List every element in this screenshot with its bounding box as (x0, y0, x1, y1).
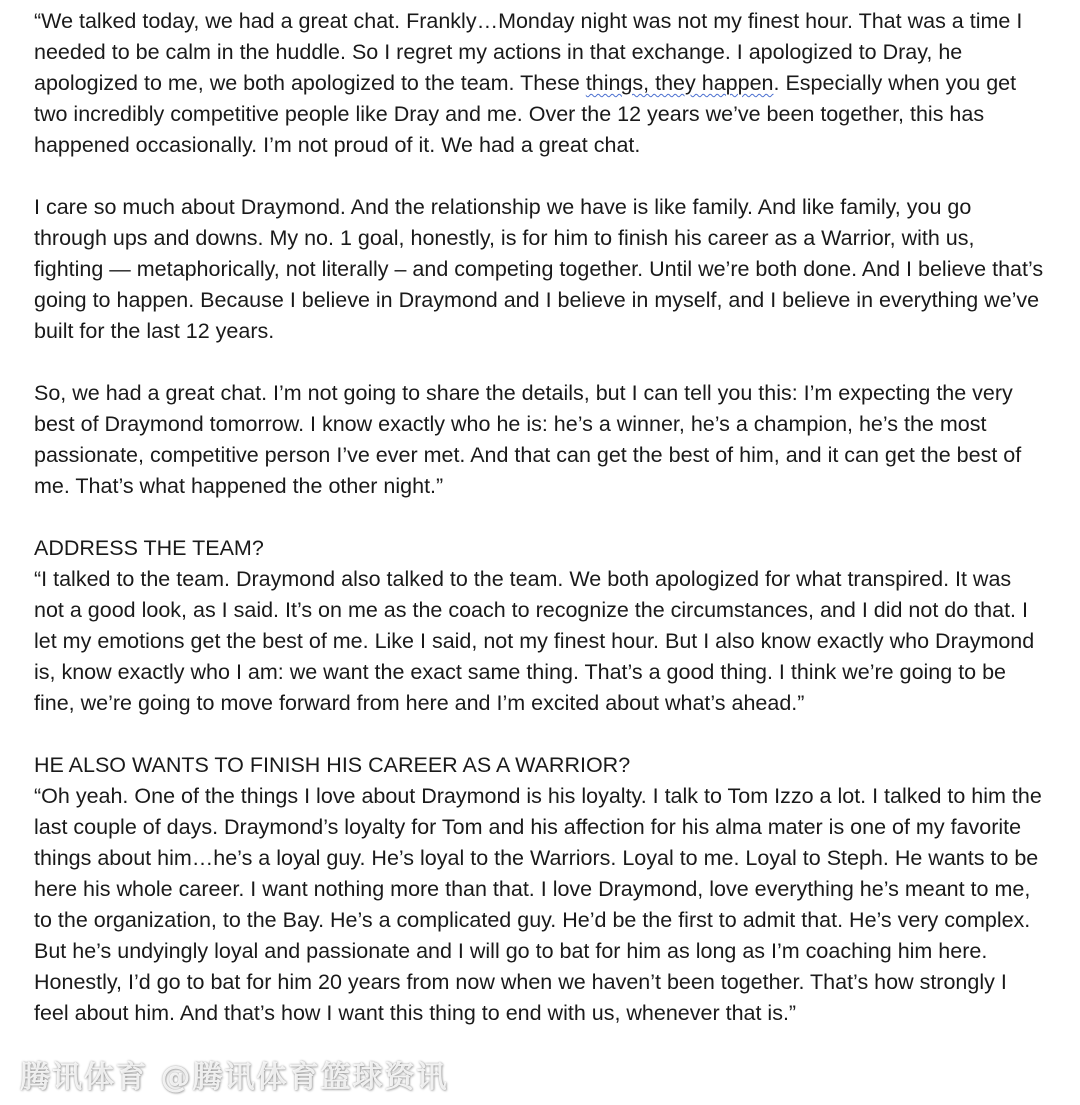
paragraph-1-text-start: “We talked today, we had a great chat. Frankly…Monday night was not my finest hour. That was a time I needed to be calm in the huddle. So I regret my actions in that exchange. I apologized to Dray, he apologized to me, we both apologized to the team. These (34, 9, 1023, 95)
paragraph-2: I care so much about Draymond. And the relationship we have is like family. And like family, you go through ups and downs. My no. 1 goal, honestly, is for him to finish his career as a Warrior, with us, fighting — metaphorically, not literally – and competing together. Until we’re both done. And I believe that’s going to happen. Because I believe in Draymond and I believe in myself, and I believe in everything we’ve built for the last 12 years. (34, 195, 1044, 343)
document-body (34, 6, 1044, 1060)
section-text-finish-career: “Oh yeah. One of the things I love about Draymond is his loyalty. I talk to Tom Izzo a lot. I talked to him the last couple of days. Draymond’s loyalty for Tom and his affection for his alma mater is one of my favorite things about him…he’s a loyal guy. He’s loyal to the Warriors. Loyal to me. Loyal to Steph. He wants to be here his whole career. I want nothing more than that. I love Draymond, love everything he’s meant to me, to the organization, to the Bay. He’s a complicated guy. He’d be the first to admit that. He’s very complex. But he’s undyingly loyal and passionate and I will go to bat for him as long as I’m coaching him here. Honestly, I’d go to bat for him 20 years from now when we haven’t been together. That’s how strongly I feel about him. And that’s how I want this thing to end with us, whenever that is.” (34, 784, 1042, 1025)
spellcheck-marked-text[interactable]: things, they happen (585, 71, 774, 95)
paragraph-3: So, we had a great chat. I’m not going to share the details, but I can tell you this: I’m expecting the very best of Draymond tomorrow. I know exactly who he is: he’s a winner, he’s a champion, he’s the most passionate, competitive person I’ve ever met. And that can get the best of him, and it can get the best of me. That’s what happened the other night.” (34, 381, 1022, 498)
paragraph-1 (34, 6, 1044, 161)
watermark-logo: 腾讯体育 @腾讯体育篮球资讯 (20, 1060, 449, 1095)
section-text-address-team: “I talked to the team. Draymond also talked to the team. We both apologized for what transpired. It was not a good look, as I said. It’s on me as the coach to recognize the circumstances, and I did not do that. I let my emotions get the best of me. Like I said, not my finest hour. But I also know exactly who Draymond is, know exactly who I am: we want the exact same thing. That’s a good thing. I think we’re going to be fine, we’re going to move forward from here and I’m excited about what’s ahead.” (34, 567, 1035, 715)
section-heading-address-team: ADDRESS THE TEAM? (34, 536, 264, 560)
paragraph-1-text-end: . Especially when you get two incredibly competitive people like Dray and me. Over the 12 years we’ve been together, this has happened occasionally. I’m not proud of it. We had a great chat. (34, 71, 1017, 157)
section-heading-finish-career: HE ALSO WANTS TO FINISH HIS CAREER AS A WARRIOR? (34, 753, 631, 777)
